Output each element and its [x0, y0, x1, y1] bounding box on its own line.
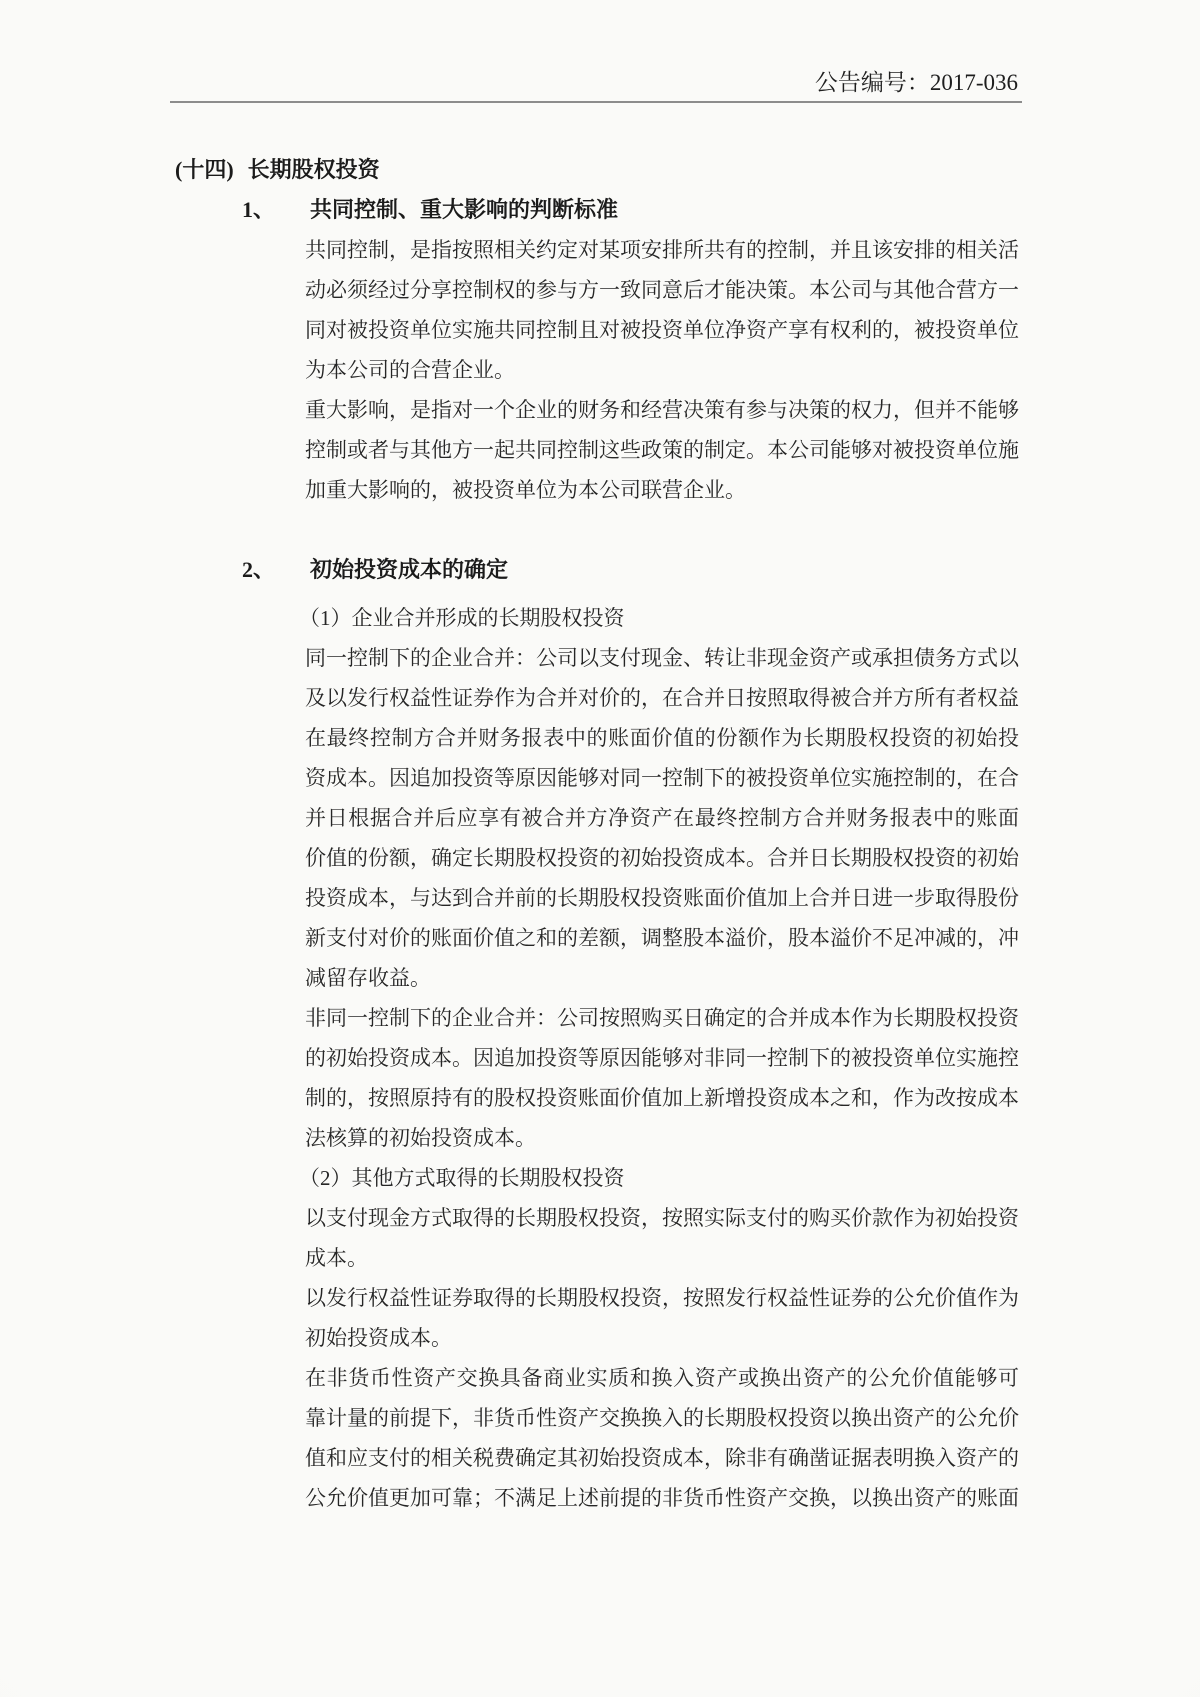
- heading-title: 初始投资成本的确定: [310, 557, 509, 582]
- text-line: 动必须经过分享控制权的参与方一致同意后才能决策。本公司与其他合营方一: [305, 278, 1019, 302]
- text-line: 同对被投资单位实施共同控制且对被投资单位净资产享有权利的，被投资单位: [305, 318, 1019, 342]
- text-line: 并日根据合并后应享有被合并方净资产在最终控制方合并财务报表中的账面: [305, 806, 1019, 830]
- text-line: 在非货币性资产交换具备商业实质和换入资产或换出资产的公允价值能够可: [305, 1366, 1019, 1390]
- text-line: 投资成本，与达到合并前的长期股权投资账面价值加上合并日进一步取得股份: [305, 886, 1019, 910]
- announcement-number: 公告编号：2017-036: [814, 70, 1018, 95]
- text-line: 减留存收益。: [305, 966, 431, 990]
- heading-title: 长期股权投资: [247, 157, 380, 182]
- document-body: [0, 150, 1200, 1518]
- text-line: 初始投资成本。: [305, 1326, 452, 1350]
- heading-number: 2、: [242, 557, 276, 582]
- text-line: 以发行权益性证券取得的长期股权投资，按照发行权益性证券的公允价值作为: [305, 1286, 1019, 1310]
- text-line: 法核算的初始投资成本。: [305, 1126, 536, 1150]
- text-line: 靠计量的前提下，非货币性资产交换换入的长期股权投资以换出资产的公允价: [305, 1406, 1019, 1430]
- text-line: 以支付现金方式取得的长期股权投资，按照实际支付的购买价款作为初始投资: [305, 1206, 1019, 1230]
- text-line: 值和应支付的相关税费确定其初始投资成本，除非有确凿证据表明换入资产的: [305, 1446, 1019, 1470]
- header-divider: [170, 101, 1022, 103]
- paragraph: [0, 1278, 1200, 1358]
- text-line: 公允价值更加可靠；不满足上述前提的非货币性资产交换，以换出资产的账面: [305, 1486, 1019, 1510]
- text-line: 重大影响，是指对一个企业的财务和经营决策有参与决策的权力，但并不能够: [305, 398, 1019, 422]
- text-line: 同一控制下的企业合并：公司以支付现金、转让非现金资产或承担债务方式以: [305, 646, 1019, 670]
- text-line: 控制或者与其他方一起共同控制这些政策的制定。本公司能够对被投资单位施: [305, 438, 1019, 462]
- paragraph: [0, 998, 1200, 1158]
- numbered-heading: [242, 190, 1200, 230]
- text-line: 成本。: [305, 1246, 368, 1270]
- text-line: 制的，按照原持有的股权投资账面价值加上新增投资成本之和，作为改按成本: [305, 1086, 1019, 1110]
- paragraph: [0, 638, 1200, 998]
- text-line: 非同一控制下的企业合并：公司按照购买日确定的合并成本作为长期股权投资: [305, 1006, 1019, 1030]
- numbered-heading: [242, 550, 1200, 590]
- text-line: 的初始投资成本。因追加投资等原因能够对非同一控制下的被投资单位实施控: [305, 1046, 1019, 1070]
- text-line: 新支付对价的账面价值之和的差额，调整股本溢价，股本溢价不足冲减的，冲: [305, 926, 1019, 950]
- heading-title: 共同控制、重大影响的判断标准: [310, 197, 619, 222]
- heading-number: 1、: [242, 197, 276, 222]
- paragraph: [0, 390, 1200, 510]
- paragraph: [0, 1198, 1200, 1278]
- text-line: 加重大影响的，被投资单位为本公司联营企业。: [305, 478, 746, 502]
- subheading: （2）其他方式取得的长期股权投资: [299, 1166, 625, 1190]
- text-line: 共同控制，是指按照相关约定对某项安排所共有的控制，并且该安排的相关活: [305, 238, 1019, 262]
- text-line: 价值的份额，确定长期股权投资的初始投资成本。合并日长期股权投资的初始: [305, 846, 1019, 870]
- heading-number: (十四): [175, 157, 234, 182]
- text-line: 在最终控制方合并财务报表中的账面价值的份额作为长期股权投资的初始投: [305, 726, 1019, 750]
- text-line: 为本公司的合营企业。: [305, 358, 515, 382]
- subheading: （1）企业合并形成的长期股权投资: [299, 606, 625, 630]
- paragraph: [0, 1358, 1200, 1518]
- text-line: 资成本。因追加投资等原因能够对同一控制下的被投资单位实施控制的，在合: [305, 766, 1019, 790]
- chapter-heading: [175, 150, 1200, 190]
- text-line: 及以发行权益性证券作为合并对价的，在合并日按照取得被合并方所有者权益: [305, 686, 1019, 710]
- paragraph: [0, 230, 1200, 390]
